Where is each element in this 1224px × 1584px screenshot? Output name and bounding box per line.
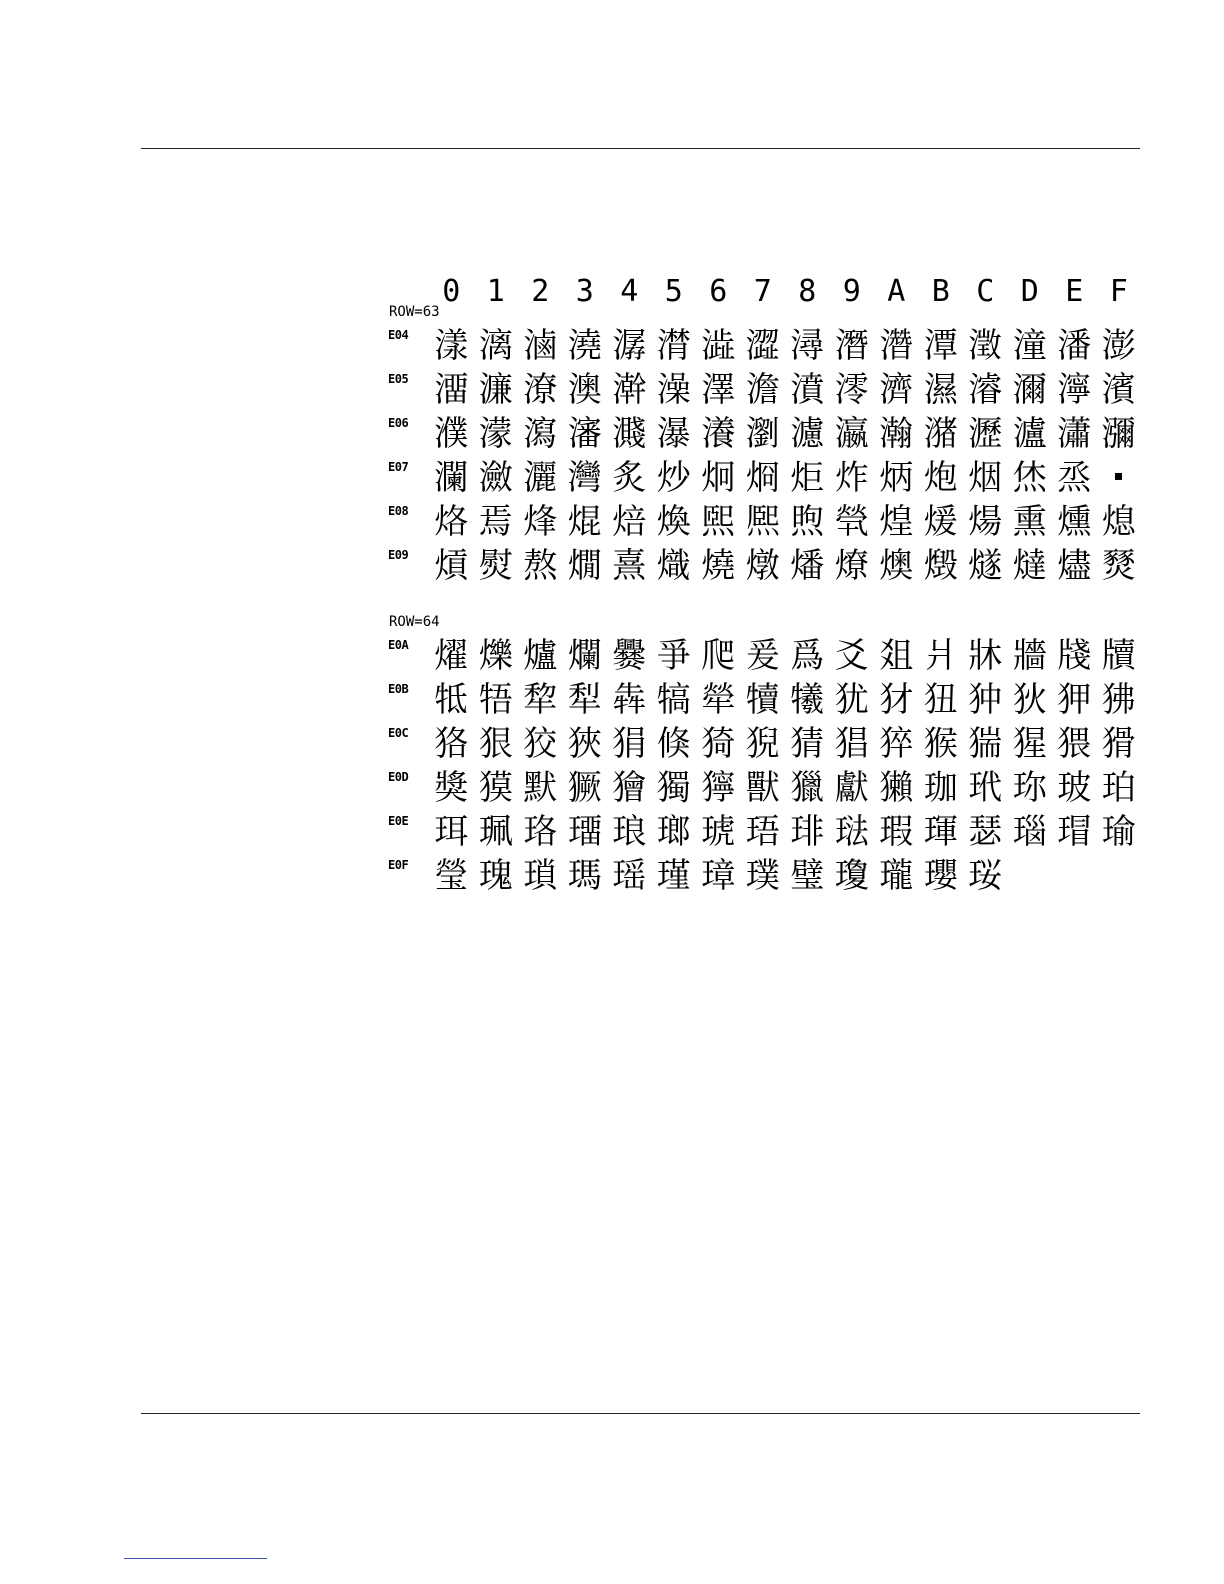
- filled-square-glyph: [1097, 456, 1142, 500]
- character-cell: 熕: [434, 546, 469, 586]
- character-cell: 犂: [523, 680, 558, 720]
- character-cell: 炬: [790, 458, 825, 498]
- character-cell: 琲: [790, 812, 825, 852]
- character-cell: 犲: [879, 680, 914, 720]
- character-cell: 牀: [968, 636, 1003, 676]
- character-cell: 璧: [790, 856, 825, 896]
- character-cell: 瑯: [656, 812, 691, 852]
- character-cell: 猗: [701, 724, 736, 764]
- character-cell: 濔: [1012, 370, 1047, 410]
- row-code: E08: [388, 504, 409, 518]
- character-cell: 瑟: [968, 812, 1003, 852]
- character-cell: 狢: [434, 724, 469, 764]
- column-header: 9: [842, 274, 861, 309]
- character-cell: 璋: [701, 856, 736, 896]
- character-cell: 烱: [745, 458, 780, 498]
- character-cell: 澪: [834, 370, 869, 410]
- row-code: E0C: [388, 726, 409, 740]
- character-cell: 熬: [523, 546, 558, 586]
- character-cell: 烋: [1012, 458, 1047, 498]
- character-cell: 牴: [434, 680, 469, 720]
- character-cell: 熨: [478, 546, 513, 586]
- character-cell: 瑪: [567, 856, 602, 896]
- character-cell: 爐: [523, 636, 558, 676]
- character-cell: 潭: [923, 326, 958, 366]
- column-header: 7: [753, 274, 772, 309]
- row-code: E05: [388, 372, 409, 386]
- character-cell: 猴: [923, 724, 958, 764]
- row-code: E0D: [388, 770, 409, 784]
- character-cell: 濛: [478, 414, 513, 454]
- character-cell: 瀰: [1101, 414, 1136, 454]
- character-cell: 煕: [701, 502, 736, 542]
- character-cell: 瑶: [612, 856, 647, 896]
- column-header: C: [976, 274, 995, 309]
- character-cell: 瀉: [523, 414, 558, 454]
- character-cell: 濺: [612, 414, 647, 454]
- character-cell: 焜: [567, 502, 602, 542]
- character-cell: 瀝: [968, 414, 1003, 454]
- character-cell: 炯: [701, 458, 736, 498]
- character-cell: 瀁: [701, 414, 736, 454]
- character-cell: 牾: [478, 680, 513, 720]
- character-cell: 澹: [745, 370, 780, 410]
- column-header: B: [931, 274, 950, 309]
- row-code: E0B: [388, 682, 409, 696]
- character-cell: 濟: [879, 370, 914, 410]
- character-cell: 珥: [434, 812, 469, 852]
- column-header: E: [1065, 274, 1084, 309]
- character-cell: 瀟: [1057, 414, 1092, 454]
- character-cell: 濆: [790, 370, 825, 410]
- character-cell: 燧: [968, 546, 1003, 586]
- character-cell: 燉: [745, 546, 780, 586]
- column-header: F: [1109, 274, 1128, 309]
- character-cell: 瑣: [523, 856, 558, 896]
- character-cell: 瓏: [879, 856, 914, 896]
- character-cell: 獻: [834, 768, 869, 808]
- row-code: E0F: [388, 858, 409, 872]
- column-header: 1: [486, 274, 505, 309]
- character-cell: 灑: [523, 458, 558, 498]
- character-cell: 炙: [612, 458, 647, 498]
- character-cell: 澀: [745, 326, 780, 366]
- character-cell: 熾: [656, 546, 691, 586]
- character-cell: 烙: [434, 502, 469, 542]
- character-cell: 爲: [790, 636, 825, 676]
- character-cell: 潘: [1057, 326, 1092, 366]
- column-header: 8: [798, 274, 817, 309]
- character-cell: 漾: [434, 326, 469, 366]
- character-cell: 濕: [923, 370, 958, 410]
- character-cell: [1052, 854, 1097, 898]
- row-code: E07: [388, 460, 409, 474]
- character-cell: 珸: [745, 812, 780, 852]
- character-cell: 瀋: [567, 414, 602, 454]
- character-cell: 炒: [656, 458, 691, 498]
- character-cell: 潸: [656, 326, 691, 366]
- character-cell: 獏: [478, 768, 513, 808]
- character-cell: 濾: [790, 414, 825, 454]
- column-header: 6: [709, 274, 728, 309]
- character-cell: 濬: [968, 370, 1003, 410]
- character-cell: 瑾: [656, 856, 691, 896]
- character-cell: 牘: [1101, 636, 1136, 676]
- character-cell: 猝: [879, 724, 914, 764]
- character-cell: 琥: [701, 812, 736, 852]
- character-cell: 煌: [879, 502, 914, 542]
- row-code: E0E: [388, 814, 409, 828]
- row-block-label: ROW=64: [389, 614, 440, 630]
- character-cell: 焙: [612, 502, 647, 542]
- character-cell: 澎: [1101, 326, 1136, 366]
- character-cell: 獪: [612, 768, 647, 808]
- column-header: 2: [531, 274, 550, 309]
- character-cell: 澆: [567, 326, 602, 366]
- character-cell: 爻: [834, 636, 869, 676]
- character-cell: 玻: [1057, 768, 1092, 808]
- character-cell: 爍: [478, 636, 513, 676]
- character-cell: 獺: [879, 768, 914, 808]
- character-cell: 熏: [1012, 502, 1047, 542]
- character-cell: 猖: [834, 724, 869, 764]
- character-cell: 燬: [923, 546, 958, 586]
- character-cell: 澂: [968, 326, 1003, 366]
- character-cell: 潺: [612, 326, 647, 366]
- character-cell: 猊: [745, 724, 780, 764]
- character-cell: 燒: [701, 546, 736, 586]
- character-cell: 烽: [523, 502, 558, 542]
- character-cell: [1097, 854, 1142, 898]
- character-cell: 瀛: [834, 414, 869, 454]
- character-cell: 瀾: [434, 458, 469, 498]
- character-cell: 狠: [478, 724, 513, 764]
- character-cell: 玳: [968, 768, 1003, 808]
- character-cell: 瑩: [434, 856, 469, 896]
- character-cell: 澁: [701, 326, 736, 366]
- character-cell: 牋: [1057, 636, 1092, 676]
- character-cell: 潼: [1012, 326, 1047, 366]
- character-cell: 燻: [1057, 502, 1092, 542]
- character-cell: 瀚: [879, 414, 914, 454]
- character-cell: 瓔: [923, 856, 958, 896]
- column-header: D: [1020, 274, 1039, 309]
- character-cell: 獵: [790, 768, 825, 808]
- character-cell: 爬: [701, 636, 736, 676]
- character-cell: 珎: [1012, 768, 1047, 808]
- character-cell: 狡: [523, 724, 558, 764]
- character-cell: 狎: [1057, 680, 1092, 720]
- character-cell: 澑: [434, 370, 469, 410]
- character-cell: 煬: [968, 502, 1003, 542]
- character-cell: 獎: [434, 768, 469, 808]
- character-cell: 珀: [1101, 768, 1136, 808]
- character-cell: 獗: [567, 768, 602, 808]
- character-cell: 狆: [968, 680, 1003, 720]
- character-cell: 濮: [434, 414, 469, 454]
- character-cell: 灣: [567, 458, 602, 498]
- character-cell: 猯: [968, 724, 1003, 764]
- character-cell: 潯: [790, 326, 825, 366]
- character-cell: 炮: [923, 458, 958, 498]
- character-cell: 煦: [790, 502, 825, 542]
- character-cell: 潦: [523, 370, 558, 410]
- character-cell: 犒: [656, 680, 691, 720]
- character-cell: 烝: [1057, 458, 1092, 498]
- character-cell: 璞: [745, 856, 780, 896]
- character-cell: 珞: [523, 812, 558, 852]
- character-cell: [1008, 854, 1053, 898]
- character-cell: 犇: [612, 680, 647, 720]
- footnote-rule: [124, 1558, 267, 1559]
- character-cell: 濂: [478, 370, 513, 410]
- character-cell: 狄: [1012, 680, 1047, 720]
- character-cell: 獸: [745, 768, 780, 808]
- character-cell: 瑜: [1101, 812, 1136, 852]
- character-cell: 瑙: [1012, 812, 1047, 852]
- character-cell: 犹: [834, 680, 869, 720]
- row-code: E04: [388, 328, 409, 342]
- character-cell: 珈: [923, 768, 958, 808]
- character-cell: 濘: [1057, 370, 1092, 410]
- column-header: 5: [664, 274, 683, 309]
- character-cell: 燹: [1101, 546, 1136, 586]
- character-cell: 珱: [968, 856, 1003, 896]
- column-header: 0: [442, 274, 461, 309]
- character-cell: 熄: [1101, 502, 1136, 542]
- character-cell: 琿: [923, 812, 958, 852]
- character-cell: 犖: [701, 680, 736, 720]
- character-cell: 滷: [523, 326, 558, 366]
- character-cell: 猥: [1057, 724, 1092, 764]
- character-cell: 煢: [834, 502, 869, 542]
- column-header: 3: [575, 274, 594, 309]
- character-cell: 爼: [879, 636, 914, 676]
- character-cell: 牆: [1012, 636, 1047, 676]
- character-cell: 狹: [567, 724, 602, 764]
- character-cell: 燔: [790, 546, 825, 586]
- character-cell: 爨: [612, 636, 647, 676]
- character-cell: 爰: [745, 636, 780, 676]
- column-header: A: [887, 274, 906, 309]
- character-cell: 猾: [1101, 724, 1136, 764]
- character-cell: 爿: [923, 636, 958, 676]
- column-header: 4: [620, 274, 639, 309]
- character-cell: 瓊: [834, 856, 869, 896]
- character-cell: 琅: [612, 812, 647, 852]
- row-code: E0A: [388, 638, 409, 652]
- character-cell: 燿: [434, 636, 469, 676]
- character-cell: 澣: [612, 370, 647, 410]
- character-cell: 犧: [790, 680, 825, 720]
- filled-square-icon: [1115, 473, 1122, 480]
- character-cell: 潛: [834, 326, 869, 366]
- character-cell: 燎: [834, 546, 869, 586]
- character-cell: 璢: [567, 812, 602, 852]
- character-cell: 炳: [879, 458, 914, 498]
- row-block-label: ROW=63: [389, 304, 440, 320]
- character-cell: 狒: [1101, 680, 1136, 720]
- character-cell: 烟: [968, 458, 1003, 498]
- character-cell: 焉: [478, 502, 513, 542]
- character-cell: 瑰: [478, 856, 513, 896]
- character-cell: 狷: [612, 724, 647, 764]
- character-cell: 倏: [656, 724, 691, 764]
- character-cell: 獰: [701, 768, 736, 808]
- character-cell: 爛: [567, 636, 602, 676]
- character-cell: 珮: [478, 812, 513, 852]
- character-cell: 燵: [1012, 546, 1047, 586]
- character-cell: 煥: [656, 502, 691, 542]
- row-code: E06: [388, 416, 409, 430]
- character-cell: 漓: [478, 326, 513, 366]
- character-cell: 煖: [923, 502, 958, 542]
- character-cell: 爭: [656, 636, 691, 676]
- character-cell: 濳: [879, 326, 914, 366]
- character-cell: 燼: [1057, 546, 1092, 586]
- character-cell: 濱: [1101, 370, 1136, 410]
- character-cell: 犁: [567, 680, 602, 720]
- character-cell: 熈: [745, 502, 780, 542]
- character-cell: 瀏: [745, 414, 780, 454]
- character-cell: 澡: [656, 370, 691, 410]
- character-cell: 瑕: [879, 812, 914, 852]
- character-cell: 熹: [612, 546, 647, 586]
- character-cell: 默: [523, 768, 558, 808]
- character-cell: 獨: [656, 768, 691, 808]
- header-rule: [141, 148, 1140, 149]
- character-cell: 澤: [701, 370, 736, 410]
- character-cell: 琺: [834, 812, 869, 852]
- character-cell: 炸: [834, 458, 869, 498]
- character-cell: 瀑: [656, 414, 691, 454]
- character-cell: 瑁: [1057, 812, 1092, 852]
- character-cell: 澳: [567, 370, 602, 410]
- character-cell: 燗: [567, 546, 602, 586]
- character-cell: 瀲: [478, 458, 513, 498]
- character-cell: 猩: [1012, 724, 1047, 764]
- row-code: E09: [388, 548, 409, 562]
- footer-rule: [141, 1413, 1140, 1414]
- character-cell: 潴: [923, 414, 958, 454]
- character-cell: 燠: [879, 546, 914, 586]
- character-cell: 犢: [745, 680, 780, 720]
- character-cell: 瀘: [1012, 414, 1047, 454]
- character-cell: 猜: [790, 724, 825, 764]
- character-cell: 狃: [923, 680, 958, 720]
